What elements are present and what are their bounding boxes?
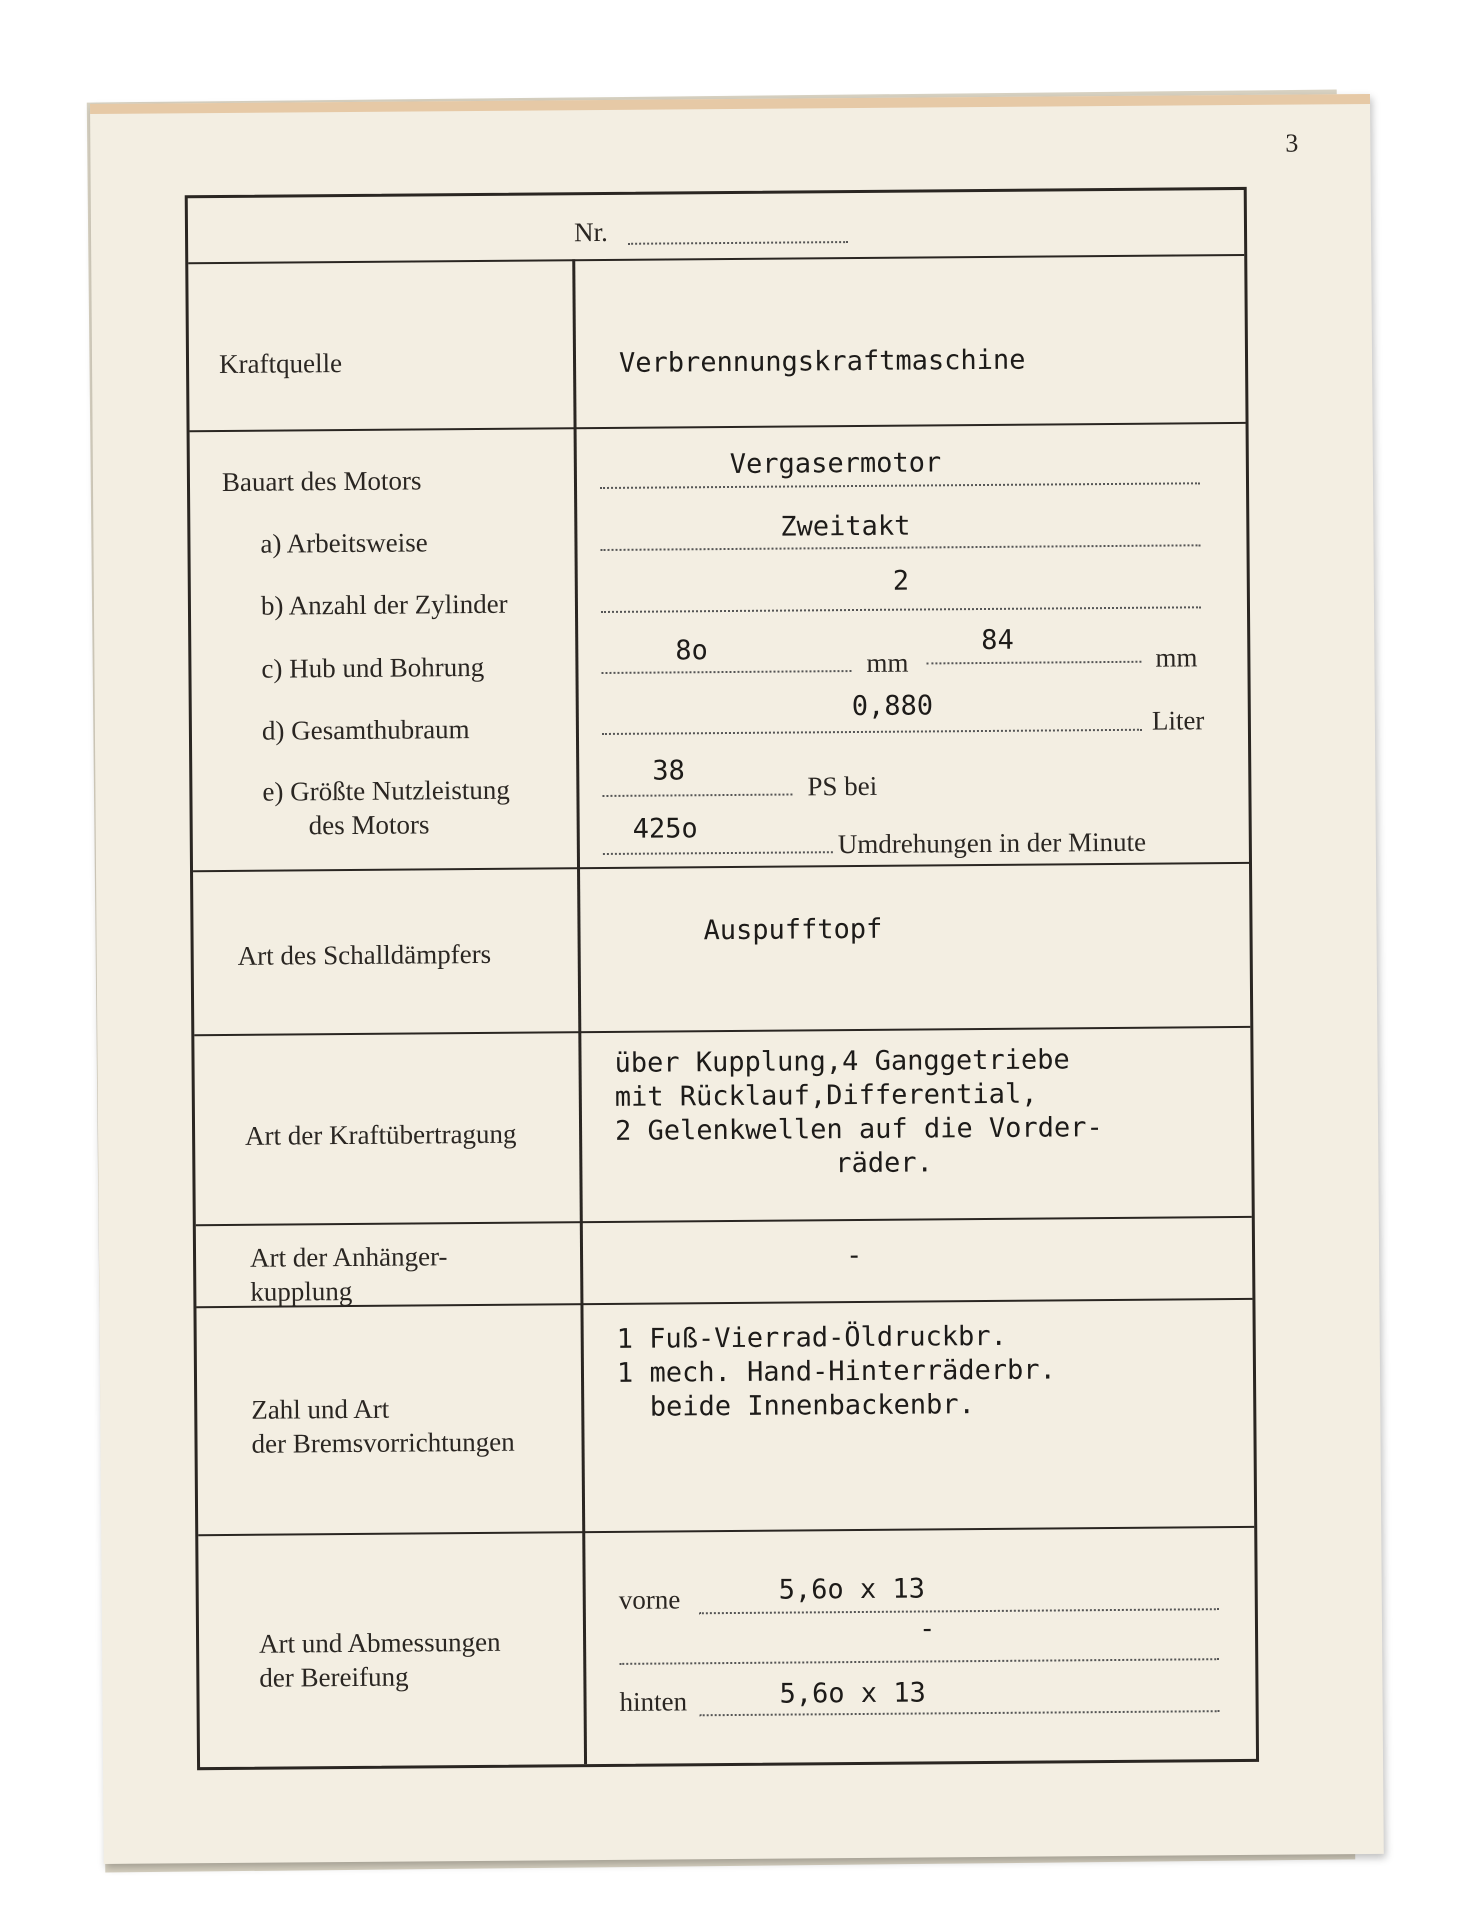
- arbeitsweise-dotted-line: [601, 544, 1201, 551]
- rpm-value: 425o: [632, 813, 698, 845]
- schalldaempfer-label: Art des Schalldämpfers: [237, 938, 492, 971]
- anhaenger-label-line1: Art der Anhänger-: [249, 1241, 448, 1273]
- hub-unit: mm: [866, 647, 909, 678]
- hubraum-label: d) Gesamthubraum: [261, 714, 470, 746]
- row-separator: [193, 862, 1249, 872]
- anhaenger-value: -: [845, 1239, 863, 1272]
- row-separator: [190, 422, 1246, 432]
- vorne-value: 5,6o x 13: [778, 1573, 926, 1606]
- kraftquelle-value: Verbrennungskraftmaschine: [618, 344, 1026, 379]
- bohrung-value: 84: [981, 624, 1014, 657]
- hubraum-value: 0,880: [851, 690, 934, 723]
- vorne-dotted-line: [699, 1608, 1219, 1614]
- column-divider: [572, 259, 587, 1764]
- hinten-dotted-line: [700, 1710, 1220, 1716]
- zylinder-label: b) Anzahl der Zylinder: [260, 588, 508, 621]
- kraftuebertragung-line-3: 2 Gelenkwellen auf die Vorder-: [614, 1112, 1103, 1147]
- row-separator: [196, 1298, 1252, 1308]
- row-separator: [196, 1216, 1252, 1226]
- nr-label: Nr.: [573, 216, 608, 248]
- ps-dotted-line: [602, 794, 792, 797]
- schalldaempfer-value: Auspufftopf: [703, 913, 883, 947]
- kraftuebertragung-line-1: über Kupplung,4 Ganggetriebe: [614, 1044, 1070, 1079]
- bremsen-label-line2: der Bremsvorrichtungen: [251, 1426, 515, 1459]
- rpm-dotted-line: [603, 851, 833, 855]
- leistung-label-line1: e) Größte Nutzleistung: [262, 774, 510, 807]
- bremsen-line-1: 1 Fuß-Vierrad-Öldruckbr.: [616, 1320, 1007, 1355]
- vehicle-data-form: [185, 187, 1259, 1770]
- rpm-unit: Umdrehungen in der Minute: [837, 826, 1147, 860]
- hub-label: c) Hub und Bohrung: [261, 651, 485, 684]
- ps-unit: PS bei: [807, 770, 878, 802]
- nr-dotted-line: [628, 241, 848, 245]
- row-separator: [198, 1526, 1254, 1536]
- hinten-value: 5,6o x 13: [779, 1677, 926, 1710]
- bremsen-line-3: beide Innenbackenbr.: [617, 1389, 975, 1423]
- bremsen-line-2: 1 mech. Hand-Hinterräderbr.: [616, 1354, 1057, 1389]
- hubraum-dotted-line: [602, 729, 1142, 735]
- vorne-label: vorne: [618, 1584, 681, 1615]
- bauart-label: Bauart des Motors: [221, 465, 422, 497]
- ps-value: 38: [652, 755, 685, 787]
- kraftuebertragung-line-2: mit Rücklauf,Differential,: [614, 1078, 1038, 1113]
- kraftuebertragung-label: Art der Kraftübertragung: [244, 1118, 517, 1151]
- bauart-value: Vergasermotor: [729, 447, 942, 480]
- hub-value: 8o: [675, 635, 708, 667]
- nr-row: [188, 190, 1244, 264]
- bauart-dotted-line: [600, 482, 1200, 489]
- zylinder-value: 2: [892, 565, 910, 597]
- kraftuebertragung-line-4: räder.: [835, 1147, 934, 1180]
- bremsen-label-line1: Zahl und Art: [251, 1393, 390, 1425]
- page-number: 3: [1285, 128, 1299, 158]
- anhaenger-label-line2: kupplung: [250, 1275, 353, 1307]
- bereifung-label-line2: der Bereifung: [259, 1661, 409, 1693]
- hubraum-unit: Liter: [1151, 705, 1205, 736]
- hub-dotted-line: [601, 670, 851, 674]
- bohrung-dotted-line: [926, 661, 1141, 665]
- leistung-label-line2: des Motors: [308, 809, 430, 841]
- bereifung-mitte-value: -: [918, 1613, 936, 1645]
- bereifung-label-line1: Art und Abmessungen: [258, 1626, 501, 1659]
- document-page: [90, 94, 1384, 1864]
- kraftquelle-label: Kraftquelle: [218, 348, 343, 379]
- row-separator: [194, 1026, 1250, 1036]
- bohrung-unit: mm: [1155, 642, 1198, 673]
- hinten-label: hinten: [619, 1686, 688, 1717]
- arbeitsweise-value: Zweitakt: [780, 510, 911, 543]
- zylinder-dotted-line: [601, 606, 1201, 613]
- bereifung-mitte-dotted-line: [619, 1658, 1219, 1665]
- arbeitsweise-label: a) Arbeitsweise: [260, 527, 428, 559]
